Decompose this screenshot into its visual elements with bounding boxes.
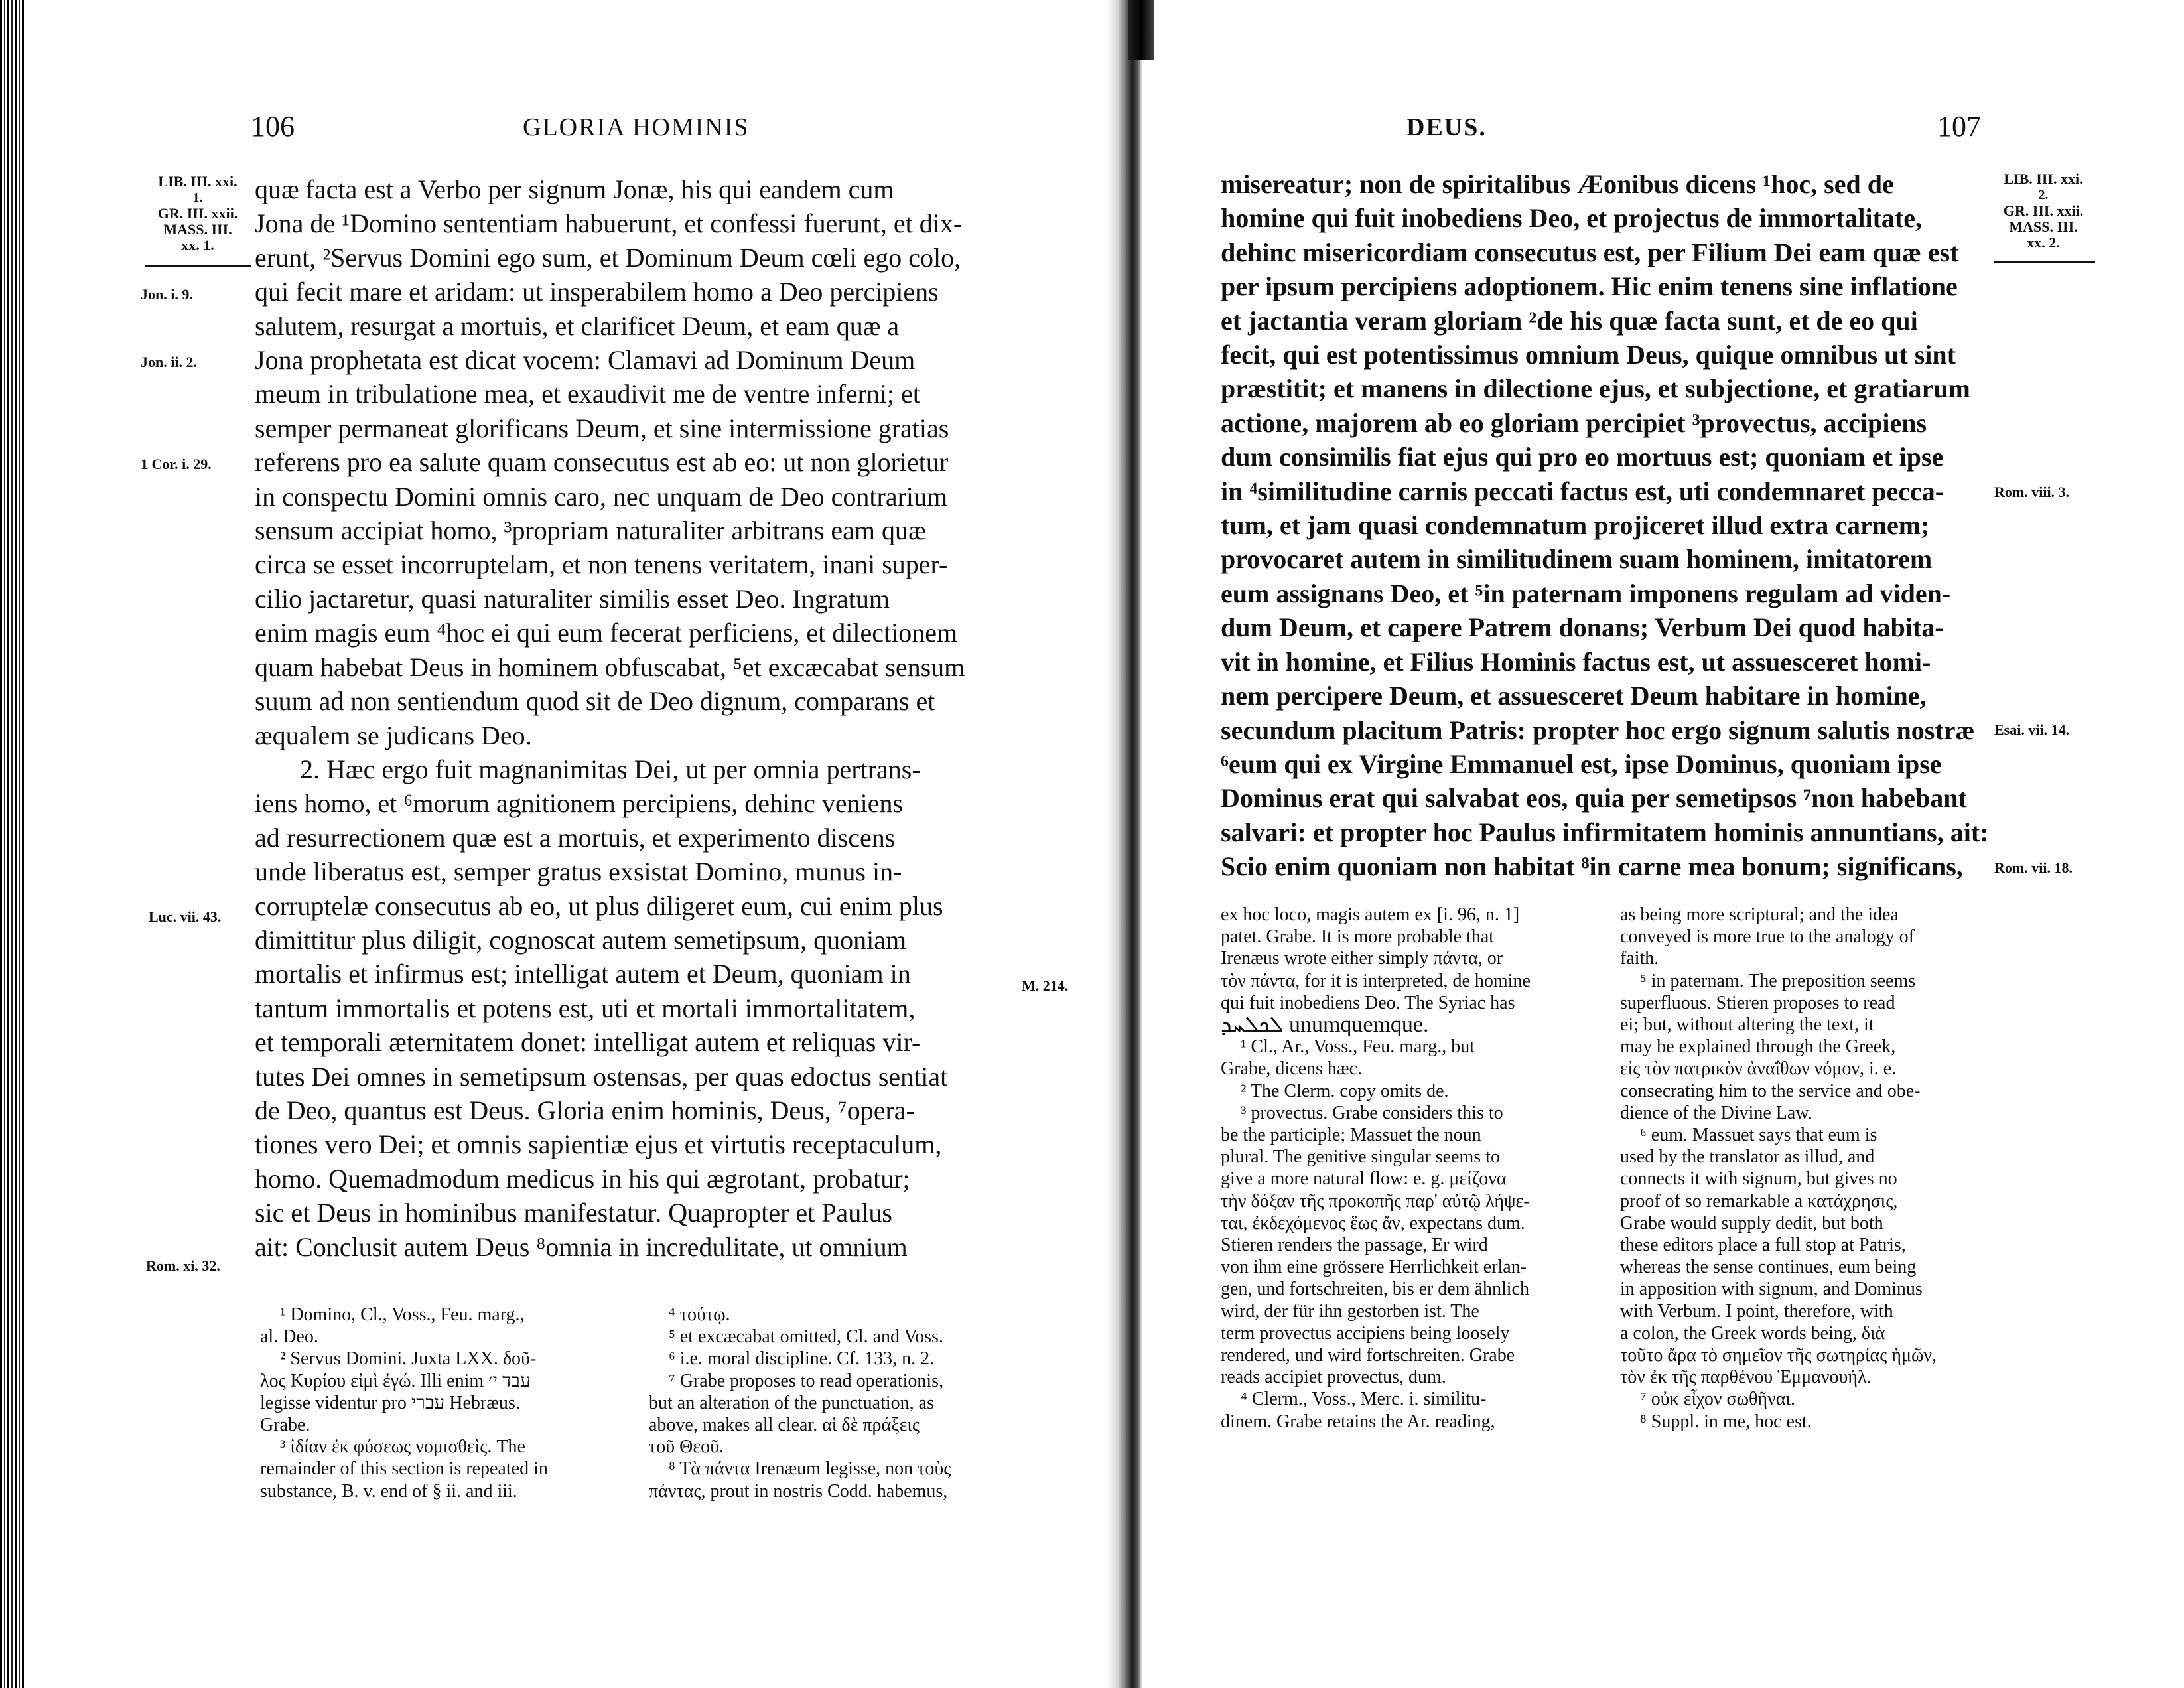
footnote-line: Grabe. <box>260 1415 310 1436</box>
text-line: erunt, ²Servus Domini ego sum, et Dominum Deum cœli ego colo, <box>255 242 961 273</box>
footnote-line: al. Deo. <box>260 1326 318 1348</box>
margin-note-line: xx. 1. <box>181 237 214 253</box>
margin-note-rom-vii: Rom. vii. 18. <box>1994 859 2073 876</box>
text-line: et jactantia veram gloriam ²de his quæ facta sunt, et de eo qui <box>1221 305 1918 336</box>
margin-note-line: MASS. III. <box>2009 218 2078 235</box>
footnote-line: wird, der für ihn gestorben ist. The <box>1221 1301 1479 1322</box>
margin-note-line: GR. III. xxii. <box>157 205 238 222</box>
footnote-line: be the participle; Massuet the noun <box>1221 1125 1481 1146</box>
text-line: dum Deum, et capere Patrem donans; Verbum Dei quod habita- <box>1221 612 1944 643</box>
margin-note-line: GR. III. xxii. <box>2003 202 2084 219</box>
text-line: tiones vero Dei; et omnis sapientiæ ejus et virtutis receptaculum, <box>255 1129 942 1160</box>
footnote-line: ⁷ οὐκ εἶχον σωθῆναι. <box>1640 1389 1795 1410</box>
footnote-line: whereas the sense continues, eum being <box>1620 1257 1917 1278</box>
footnote-line: ⁵ et excæcabat omitted, Cl. and Voss. <box>669 1326 943 1348</box>
text-line: tutes Dei omnes in semetipsum ostensas, per quas edoctus sentiat <box>255 1061 948 1091</box>
text-line: unde liberatus est, semper gratus exsistat Domino, munus in- <box>255 857 902 887</box>
footnote-line: term provectus accipiens being loosely <box>1221 1322 1510 1344</box>
footnote-line: Irenæus wrote either simply πάντα, or <box>1221 948 1503 969</box>
footnote-line: ܠܟܠܚܕ unumquemque. <box>1221 1013 1429 1038</box>
left-body-text <box>255 173 1022 1264</box>
text-line: tantum immortalis et potens est, uti et mortali immortalitatem, <box>255 993 916 1023</box>
footnote-line: πάντας, prout in nostris Codd. habemus, <box>649 1480 948 1502</box>
footnote-line: ⁶ eum. Massuet says that eum is <box>1640 1125 1877 1146</box>
text-line: salvari: et propter hoc Paulus infirmitatem hominis annuntians, ait: <box>1221 817 1989 847</box>
text-line: ait: Conclusit autem Deus ⁸omnia in incredulitate, ut omnium <box>255 1231 908 1262</box>
margin-note-esai: Esai. vii. 14. <box>1994 721 2070 738</box>
margin-note-line: 2. <box>2038 188 2049 202</box>
text-line: secundum placitum Patris: propter hoc ergo signum salutis nostræ <box>1221 715 1975 745</box>
footnote-line: ³ provectus. Grabe considers this to <box>1241 1102 1503 1123</box>
footnote-line: legisse videntur pro עברי Hebræus. <box>260 1392 520 1413</box>
footnote-line: ei; but, without altering the text, it <box>1620 1015 1874 1036</box>
margin-note-jon-2: Jon. ii. 2. <box>141 354 197 370</box>
footnote-line: τὸν πάντα, for it is interpreted, de homine <box>1221 970 1531 991</box>
text-line: sic et Deus in hominibus manifestatur. Quapropter et Paulus <box>255 1198 892 1228</box>
margin-note-rom-viii: Rom. viii. 3. <box>1994 484 2070 500</box>
margin-rule <box>145 265 251 267</box>
footnote-line: ³ ἰδίαν ἐκ φύσεως νομισθεὶς. The <box>280 1437 525 1458</box>
text-line: Jona de ¹Domino sententiam habuerunt, et confessi fuerunt, et dix- <box>255 208 963 239</box>
text-line: 2. Hæc ergo fuit magnanimitas Dei, ut per omnia pertrans- <box>300 754 921 784</box>
text-line: et temporali æternitatem donet: intelligat autem et reliquas vir- <box>255 1027 921 1058</box>
footnote-line: dience of the Divine Law. <box>1620 1102 1812 1123</box>
footnote-line: gen, und fortschreiten, bis er dem ähnlich <box>1221 1279 1529 1300</box>
right-page-number: 107 <box>1937 110 1981 143</box>
right-footnotes-col2 <box>1620 904 1992 1433</box>
text-line: Dominus erat qui salvabat eos, quia per semetipsos ⁷non habebant <box>1221 783 1967 813</box>
text-line: fecit, qui est potentissimus omnium Deus, quique omnibus ut sint <box>1221 340 1956 370</box>
footnote-line: τὴν δόξαν τῆς προκοπῆς παρ' αὐτῷ λήψε- <box>1221 1190 1530 1212</box>
text-line: ad resurrectionem quæ est a mortuis, et experimento discens <box>255 822 896 853</box>
footnote-line: Grabe would supply dedit, but both <box>1620 1212 1883 1233</box>
footnote-line: λος Κυρίου εἰμὶ ἐγώ. Illi enim עבד י׳ <box>260 1370 531 1391</box>
text-line: de Deo, quantus est Deus. Gloria enim hominis, Deus, ⁷opera- <box>255 1095 915 1125</box>
right-body-text <box>1221 167 1989 884</box>
text-line: æqualem se judicans Deo. <box>255 720 532 750</box>
text-line: præstitit; et manens in dilectione ejus, et subjectione, et gratiarum <box>1221 374 1970 404</box>
footnote-line: ⁴ Clerm., Voss., Merc. i. similitu- <box>1241 1389 1487 1410</box>
left-footnotes-col2 <box>649 1304 1020 1502</box>
footnote-line: ⁴ τούτῳ. <box>669 1304 730 1325</box>
footnote-line: with Verbum. I point, therefore, with <box>1620 1301 1893 1322</box>
text-line: homine qui fuit inobediens Deo, et projectus de immortalitate, <box>1221 203 1922 234</box>
footnote-line: substance, B. v. end of § ii. and iii. <box>260 1480 517 1502</box>
text-line: cilio jactaretur, quasi naturaliter similis esset Deo. Ingratum <box>255 583 890 614</box>
text-line: provocaret autem in similitudinem suam hominem, imitatorem <box>1221 544 1933 575</box>
text-line: corruptelæ consecutus ab eo, ut plus diligeret eum, cui enim plus <box>255 890 943 921</box>
text-line: Jona prophetata est dicat vocem: Clamavi ad Dominum Deum <box>255 345 916 376</box>
footnote-line: connects it with signum, but gives no <box>1620 1168 1897 1190</box>
footnote-line: ται, ἐκδεχόμενος ἕως ἄν, expectans dum. <box>1221 1212 1525 1233</box>
footnote-line: Grabe, dicens hæc. <box>1221 1058 1363 1080</box>
margin-note-lib-ref <box>145 174 251 253</box>
text-line: Scio enim quoniam non habitat ⁸in carne mea bonum; significans, <box>1221 851 1963 882</box>
text-line: semper permaneat glorificans Deum, et sine intermissione gratias <box>255 413 949 443</box>
footnote-line: τοῦ Θεοῦ. <box>649 1437 724 1458</box>
margin-note-line: xx. 2. <box>2027 234 2060 251</box>
right-footnotes-col1 <box>1221 904 1605 1433</box>
text-line: vit in homine, et Filius Hominis factus est, ut assuesceret homi- <box>1221 646 1931 677</box>
footnote-line: reads accipiet provectus, dum. <box>1221 1367 1446 1388</box>
text-line: sensum accipiat homo, ³propriam naturaliter arbitrans eam quæ <box>255 516 926 546</box>
footnote-line: ⁸ Suppl. in me, hoc est. <box>1640 1411 1812 1432</box>
footnote-line: rendered, und wird fortschreiten. Grabe <box>1221 1345 1515 1366</box>
footnote-line: qui fuit inobediens Deo. The Syriac has <box>1221 992 1515 1013</box>
text-line: iens homo, et ⁶morum agnitionem percipiens, dehinc veniens <box>255 788 904 819</box>
text-line: mortalis et infirmus est; intelligat autem et Deum, quoniam in <box>255 959 911 989</box>
text-line: eum assignans Deo, et ⁵in paternam imponens regulam ad viden- <box>1221 578 1951 608</box>
text-line: ⁶eum qui ex Virgine Emmanuel est, ipse Dominus, quoniam ipse <box>1221 748 1942 779</box>
footnote-line: ⁷ Grabe proposes to read operationis, <box>669 1370 944 1391</box>
footnote-line: these editors place a full stop at Patris, <box>1620 1235 1906 1256</box>
footnote-line: ¹ Domino, Cl., Voss., Feu. marg., <box>280 1304 525 1325</box>
margin-rule <box>1994 261 2095 263</box>
text-line: in ⁴similitudine carnis peccati factus est, uti condemnaret pecca- <box>1221 476 1945 506</box>
text-line: dum consimilis fiat ejus qui pro eo mortuus est; quoniam et ipse <box>1221 442 1944 472</box>
footnote-line: Stieren renders the passage, Er wird <box>1221 1235 1488 1256</box>
text-line: misereatur; non de spiritalibus Æonibus dicens ¹hoc, sed de <box>1221 169 1894 199</box>
margin-note-1cor: 1 Cor. i. 29. <box>141 456 212 472</box>
footnote-line: but an alteration of the punctuation, as <box>649 1392 934 1413</box>
footnote-line: superfluous. Stieren proposes to read <box>1620 992 1895 1013</box>
text-line: quam habebat Deus in hominem obfuscabat, ⁵et excæcabat sensum <box>255 652 965 682</box>
text-line: nem percipere Deum, et assuesceret Deum habitare in homine, <box>1221 681 1927 711</box>
footnote-line: give a more natural flow: e. g. μείζονα <box>1221 1168 1507 1190</box>
text-line: dehinc misericordiam consecutus est, per Filium Dei eam quæ est <box>1221 237 1959 267</box>
footnote-line: as being more scriptural; and the idea <box>1620 904 1899 925</box>
text-line: salutem, resurgat a mortuis, et clarificet Deum, et eam quæ a <box>255 311 900 341</box>
footnote-line: ⁶ i.e. moral discipline. Cf. 133, n. 2. <box>669 1348 935 1370</box>
text-line: quæ facta est a Verbo per signum Jonæ, his qui eandem cum <box>255 175 894 204</box>
footnote-line: dinem. Grabe retains the Ar. reading, <box>1221 1411 1495 1432</box>
margin-note-line: LIB. III. xxi. <box>158 173 238 190</box>
footnote-line: plural. The genitive singular seems to <box>1221 1147 1500 1168</box>
footnote-line: consecrating him to the service and obe- <box>1620 1080 1921 1101</box>
footnote-line: ⁵ in paternam. The preposition seems <box>1640 970 1916 991</box>
text-line: qui fecit mare et aridam: ut insperabilem homo a Deo percipiens <box>255 277 939 307</box>
footnote-line: ex hoc loco, magis autem ex [i. 96, n. 1] <box>1221 904 1520 925</box>
margin-note-m214: M. 214. <box>1022 977 1069 994</box>
margin-note-jon-1: Jon. i. 9. <box>141 286 193 303</box>
text-line: homo. Quemadmodum medicus in his qui ægrotant, probatur; <box>255 1163 910 1194</box>
left-running-head: GLORIA HOMINIS <box>523 113 750 141</box>
footnote-line: ⁸ Τὰ πάντα Irenæum legisse, non τοὺς <box>669 1458 951 1480</box>
footnote-line: von ihm eine grössere Herrlichkeit erlan- <box>1221 1257 1527 1278</box>
margin-note-luc: Luc. vii. 43. <box>149 908 222 925</box>
text-line: suum ad non sentiendum quod sit de Deo dignum, comparans et <box>255 686 935 717</box>
margin-note-line: LIB. III. xxi. <box>2004 171 2083 187</box>
footnote-line: used by the translator as illud, and <box>1620 1147 1875 1168</box>
footnote-line: faith. <box>1620 948 1659 969</box>
footnote-line: εἰς τὸν πατρικὸν ἀναΐθων νόμον, i. e. <box>1620 1058 1897 1080</box>
text-line: circa se esset incorruptelam, et non tenens veritatem, inani super- <box>255 549 948 580</box>
footnote-line: τὸν ἐκ τῆς παρθένου Ἐμμανουήλ. <box>1620 1367 1872 1388</box>
text-line: in conspectu Domini omnis caro, nec unquam de Deo contrarium <box>255 481 948 512</box>
text-line: meum in tribulatione mea, et exaudivit me de ventre inferni; et <box>255 379 920 409</box>
footnote-line: in apposition with signum, and Dominus <box>1620 1279 1923 1300</box>
text-line: enim magis eum ⁴hoc ei qui eum fecerat perficiens, et dilectionem <box>255 618 958 648</box>
footnote-line: may be explained through the Greek, <box>1620 1036 1896 1058</box>
footnote-line: proof of so remarkable a κατάχρησις, <box>1620 1190 1898 1212</box>
footnote-line: ² The Clerm. copy omits de. <box>1241 1080 1449 1101</box>
text-line: tum, et jam quasi condemnatum projiceret illud extra carnem; <box>1221 510 1930 541</box>
margin-note-rom-xi: Rom. xi. 32. <box>146 1257 220 1274</box>
text-line: referens pro ea salute quam consecutus est ab eo: ut non glorietur <box>255 447 949 478</box>
footnote-line: patet. Grabe. It is more probable that <box>1221 926 1495 948</box>
margin-note-line: MASS. III. <box>163 221 232 238</box>
left-page-number: 106 <box>251 110 295 143</box>
text-line: per ipsum percipiens adoptionem. Hic enim tenens sine inflatione <box>1221 271 1958 302</box>
footnote-line: above, makes all clear. αἱ δὲ πράξεις <box>649 1415 920 1436</box>
footnote-line: ¹ Cl., Ar., Voss., Feu. marg., but <box>1241 1036 1475 1058</box>
margin-note-line: 1. <box>192 190 203 205</box>
footnote-line: a colon, the Greek words being, διὰ <box>1620 1322 1885 1344</box>
right-page <box>1115 0 2184 1688</box>
right-running-head: DEUS. <box>1406 113 1487 141</box>
left-footnotes-col1 <box>260 1304 632 1502</box>
text-line: actione, majorem ab eo gloriam percipiet ³provectus, accipiens <box>1221 407 1927 438</box>
footnote-line: τοῦτο ἄρα τὸ σημεῖον τῆς σωτηρίας ἡμῶν, <box>1620 1345 1937 1366</box>
margin-note-lib-ref <box>1990 171 2096 251</box>
footnote-line: conveyed is more true to the analogy of <box>1620 926 1915 948</box>
footnote-line: remainder of this section is repeated in <box>260 1458 548 1480</box>
text-line: dimittitur plus diligit, cognoscat autem semetipsum, quoniam <box>255 924 907 955</box>
footnote-line: ² Servus Domini. Juxta LXX. δοῦ- <box>280 1348 537 1370</box>
